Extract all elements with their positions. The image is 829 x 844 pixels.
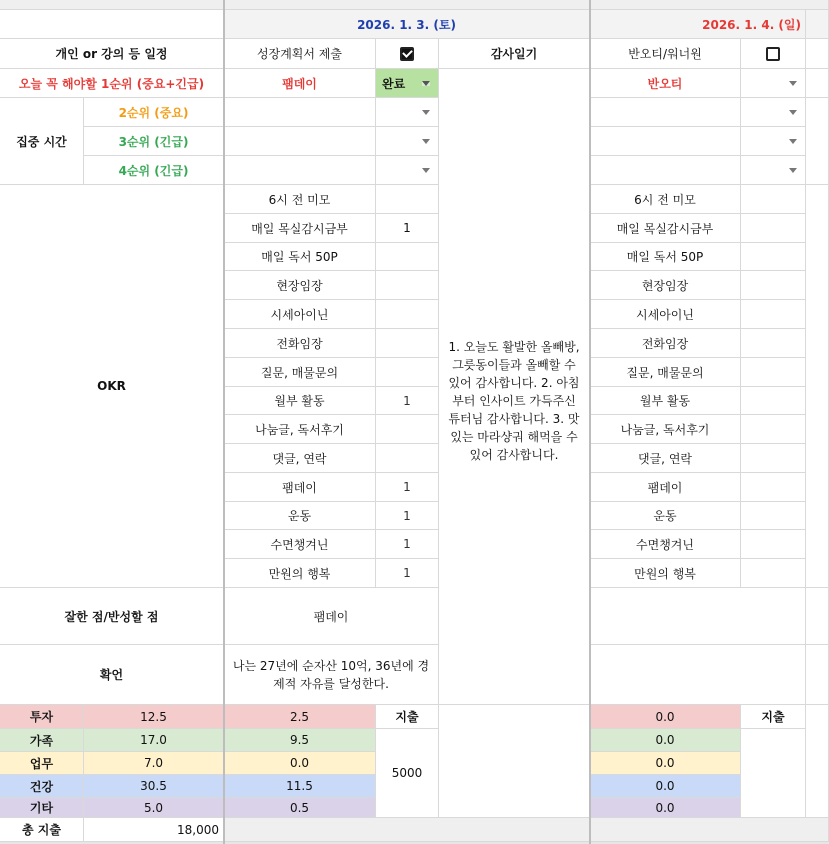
day2-category-hours[interactable]: 0.0 [590, 752, 741, 775]
chevron-down-icon [422, 110, 430, 115]
day2-task[interactable]: 반오티/워너원 [590, 39, 741, 69]
category-total[interactable]: 17.0 [84, 729, 224, 752]
day1-okr-item[interactable]: 전화임장 [224, 329, 376, 358]
chevron-down-icon [422, 139, 430, 144]
column-separator [589, 0, 591, 844]
blank-cell[interactable] [806, 705, 829, 818]
day2-okr-value[interactable] [741, 185, 806, 214]
chevron-down-icon [789, 139, 797, 144]
day1-task[interactable]: 성장계획서 제출 [224, 39, 376, 69]
category-total[interactable]: 5.0 [84, 798, 224, 818]
day1-category-hours[interactable]: 11.5 [224, 775, 376, 798]
affirmation-label[interactable]: 확언 [0, 645, 224, 705]
day2-okr-value[interactable] [741, 358, 806, 387]
day2-checkbox-cell[interactable] [741, 39, 806, 69]
okr-label[interactable]: OKR [0, 185, 224, 588]
day1-okr-value[interactable]: 1 [376, 387, 439, 415]
day1-okr-value[interactable] [376, 271, 439, 300]
blank-cell[interactable] [806, 645, 829, 705]
category-total[interactable]: 7.0 [84, 752, 224, 775]
focus-time-label[interactable]: 집중 시간 [0, 98, 84, 185]
day2-okr-item[interactable]: 운동 [590, 502, 741, 530]
day2-okr-item[interactable]: 팸데이 [590, 473, 741, 502]
day1-affirmation[interactable]: 나는 27년에 순자산 10억, 36년에 경제적 자유를 달성한다. [224, 645, 439, 705]
day2-okr-item[interactable]: 매일 목실감시금부 [590, 214, 741, 243]
gratitude-blank[interactable] [439, 705, 590, 818]
priority4-label[interactable]: 4순위 (긴급) [84, 156, 224, 185]
blank-cell[interactable] [806, 98, 829, 185]
day2-okr-item[interactable]: 수면챙겨닌 [590, 530, 741, 559]
category-name[interactable]: 가족 [0, 729, 84, 752]
day2-affirmation[interactable] [590, 645, 806, 705]
day2-okr-value[interactable] [741, 329, 806, 358]
day2-okr-value[interactable] [741, 530, 806, 559]
day2-okr-value[interactable] [741, 271, 806, 300]
day1-okr-item[interactable]: 6시 전 미모 [224, 185, 376, 214]
day2-okr-value[interactable] [741, 300, 806, 329]
day2-okr-item[interactable]: 질문, 매물문의 [590, 358, 741, 387]
day2-review[interactable] [590, 588, 806, 645]
day2-okr-item[interactable]: 나눔글, 독서후기 [590, 415, 741, 444]
day1-okr-item[interactable]: 만원의 행복 [224, 559, 376, 588]
category-name[interactable]: 업무 [0, 752, 84, 775]
day1-okr-item[interactable]: 나눔글, 독서후기 [224, 415, 376, 444]
day1-priority3-dropdown[interactable] [376, 127, 439, 156]
priority1-label[interactable]: 오늘 꼭 해야할 1순위 (중요+긴급) [0, 69, 224, 98]
schedule-header[interactable]: 개인 or 강의 등 일정 [0, 39, 224, 69]
blank-cell[interactable] [806, 69, 829, 98]
chevron-down-icon [789, 168, 797, 173]
day2-okr-item[interactable]: 월부 활동 [590, 387, 741, 415]
day1-priority1-status-dropdown[interactable] [376, 69, 439, 98]
day1-okr-value[interactable]: 1 [376, 502, 439, 530]
day2-okr-value[interactable] [741, 243, 806, 271]
day1-okr-item[interactable]: 수면챙겨닌 [224, 530, 376, 559]
date-day2[interactable]: 2026. 1. 4. (일) [590, 10, 806, 39]
category-name[interactable]: 기타 [0, 798, 84, 818]
status-text: 완료 [382, 76, 406, 91]
day2-priority4[interactable] [590, 156, 741, 185]
day2-category-hours[interactable]: 0.0 [590, 705, 741, 729]
day1-category-hours[interactable]: 0.0 [224, 752, 376, 775]
day1-okr-item[interactable]: 매일 목실감시금부 [224, 214, 376, 243]
day2-priority3[interactable] [590, 127, 741, 156]
blank-cell[interactable] [0, 10, 224, 39]
header-strip [0, 0, 224, 10]
day2-checkbox[interactable] [766, 47, 780, 61]
column-separator [223, 0, 225, 844]
day1-category-hours[interactable]: 9.5 [224, 729, 376, 752]
day2-priority1[interactable]: 반오티 [590, 69, 741, 98]
day1-priority4[interactable] [224, 156, 376, 185]
day2-priority1-dropdown[interactable] [741, 69, 806, 98]
priority3-label[interactable]: 3순위 (긴급) [84, 127, 224, 156]
header-strip-right [224, 0, 829, 10]
category-total[interactable]: 12.5 [84, 705, 224, 729]
day1-okr-value[interactable]: 1 [376, 530, 439, 559]
gratitude-header[interactable]: 감사일기 [439, 39, 590, 69]
category-total[interactable]: 30.5 [84, 775, 224, 798]
total-spending-blank[interactable] [224, 818, 829, 842]
day1-okr-value[interactable]: 1 [376, 473, 439, 502]
total-spending-label[interactable]: 총 지출 [0, 818, 84, 842]
day2-okr-value[interactable] [741, 415, 806, 444]
day1-okr-item[interactable]: 월부 활동 [224, 387, 376, 415]
day2-category-hours[interactable]: 0.0 [590, 775, 741, 798]
day2-spending-label[interactable]: 지출 [741, 705, 806, 729]
day2-okr-item[interactable]: 현장임장 [590, 271, 741, 300]
day1-okr-value[interactable] [376, 444, 439, 473]
chevron-down-icon [422, 168, 430, 173]
gratitude-journal[interactable]: 1. 오늘도 활발한 올빼방, 그릇동이들과 올빼할 수 있어 감사합니다. 2. 아침부터 인사이트 가득주신 튜터님 감사합니다. 3. 맛있는 마라샹궈 해먹을 수 있어 감사합니다. [439, 98, 590, 705]
day1-review[interactable]: 팸데이 [224, 588, 439, 645]
day1-okr-item[interactable]: 운동 [224, 502, 376, 530]
day2-okr-value[interactable] [741, 502, 806, 530]
day1-category-hours[interactable]: 0.5 [224, 798, 376, 818]
day2-okr-value[interactable] [741, 214, 806, 243]
day1-checkbox[interactable] [400, 47, 414, 61]
day1-category-hours[interactable]: 2.5 [224, 705, 376, 729]
chevron-down-icon [789, 81, 797, 86]
date-day1[interactable]: 2026. 1. 3. (토) [224, 10, 590, 39]
blank-cell[interactable] [806, 185, 829, 588]
day1-okr-value[interactable] [376, 243, 439, 271]
total-spending-value[interactable]: 18,000 [84, 818, 224, 842]
day1-okr-item[interactable]: 시세아이닌 [224, 300, 376, 329]
day1-priority1[interactable]: 팸데이 [224, 69, 376, 98]
day1-okr-item[interactable]: 매일 독서 50P [224, 243, 376, 271]
day2-okr-value[interactable] [741, 559, 806, 588]
day2-okr-item[interactable]: 시세아이닌 [590, 300, 741, 329]
day2-okr-item[interactable]: 만원의 행복 [590, 559, 741, 588]
day1-okr-value[interactable]: 1 [376, 214, 439, 243]
day1-okr-item[interactable]: 질문, 매물문의 [224, 358, 376, 387]
day1-spending-label[interactable]: 지출 [376, 705, 439, 729]
blank-cell[interactable] [806, 10, 829, 39]
day2-okr-value[interactable] [741, 387, 806, 415]
day2-priority3-dropdown[interactable] [741, 127, 806, 156]
day1-priority2[interactable] [224, 98, 376, 127]
review-label[interactable]: 잘한 점/반성할 점 [0, 588, 224, 645]
day1-okr-value[interactable]: 1 [376, 559, 439, 588]
day1-okr-value[interactable] [376, 185, 439, 214]
blank-cell[interactable] [806, 39, 829, 69]
category-name[interactable]: 건강 [0, 775, 84, 798]
day1-okr-value[interactable] [376, 358, 439, 387]
day2-okr-item[interactable]: 6시 전 미모 [590, 185, 741, 214]
day2-okr-value[interactable] [741, 444, 806, 473]
day2-spending-value[interactable] [741, 729, 806, 818]
day2-category-hours[interactable]: 0.0 [590, 729, 741, 752]
day1-priority4-dropdown[interactable] [376, 156, 439, 185]
day1-priority3[interactable] [224, 127, 376, 156]
day2-okr-item[interactable]: 전화임장 [590, 329, 741, 358]
day1-okr-item[interactable]: 현장임장 [224, 271, 376, 300]
day2-okr-item[interactable]: 매일 독서 50P [590, 243, 741, 271]
day1-priority2-dropdown[interactable] [376, 98, 439, 127]
day2-priority4-dropdown[interactable] [741, 156, 806, 185]
chevron-down-icon [422, 81, 430, 86]
category-name[interactable]: 투자 [0, 705, 84, 729]
day2-priority2-dropdown[interactable] [741, 98, 806, 127]
day1-okr-value[interactable] [376, 300, 439, 329]
day1-checkbox-cell[interactable] [376, 39, 439, 69]
priority2-label[interactable]: 2순위 (중요) [84, 98, 224, 127]
day2-category-hours[interactable]: 0.0 [590, 798, 741, 818]
blank-cell[interactable] [806, 588, 829, 645]
day2-okr-item[interactable]: 댓글, 연락 [590, 444, 741, 473]
day1-okr-value[interactable] [376, 329, 439, 358]
day2-okr-value[interactable] [741, 473, 806, 502]
chevron-down-icon [789, 110, 797, 115]
day1-okr-value[interactable] [376, 415, 439, 444]
day2-priority2[interactable] [590, 98, 741, 127]
day1-okr-item[interactable]: 팸데이 [224, 473, 376, 502]
day1-okr-item[interactable]: 댓글, 연락 [224, 444, 376, 473]
day1-spending-value[interactable]: 5000 [376, 729, 439, 818]
